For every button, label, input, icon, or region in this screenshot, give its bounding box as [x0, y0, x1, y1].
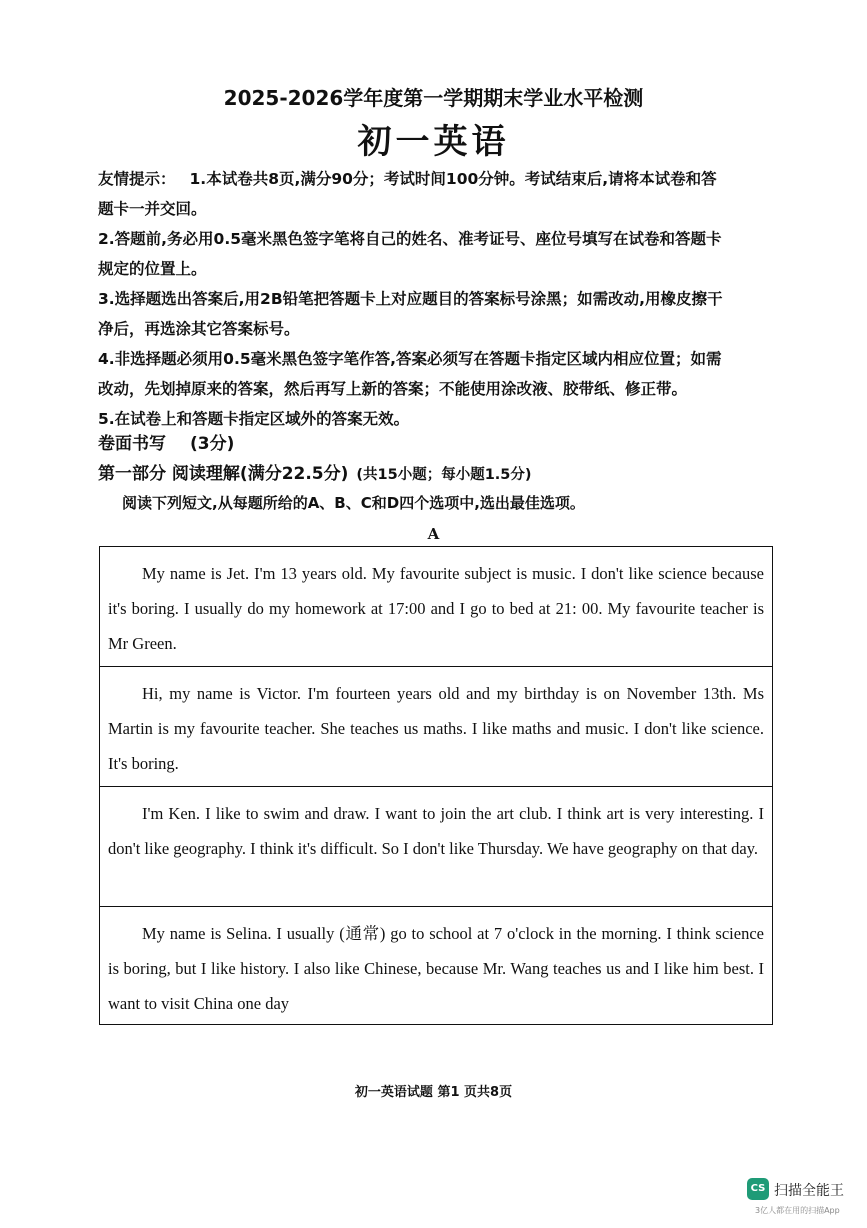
instruction-line-3: 2.答题前,务必用0.5毫米黑色签字笔将自己的姓名、准考证号、座位号填写在试卷和答题卡 [98, 230, 722, 248]
handwriting-label: 卷面书写 [98, 434, 166, 454]
passage-selina: My name is Selina. I usually (通常) go to school at 7 o'clock in the morning. I think science is boring, but I like history. I also like Chinese, because Mr. Wang teaches us and I like him best. I want to visit China one day [108, 924, 764, 1013]
part-one-note: (共15小题；每小题1.5分) [356, 467, 532, 483]
page-footer: 初一英语试题 第1 页共8页 [354, 1085, 513, 1100]
instructions-prefix: 友情提示： [98, 170, 176, 188]
part-one-heading [98, 459, 532, 484]
passage-letter: A [427, 525, 440, 543]
instruction-line-4: 规定的位置上。 [98, 260, 207, 278]
scanner-watermark [747, 1178, 851, 1218]
instruction-line-5: 3.选择题选出答案后,用2B铅笔把答题卡上对应题目的答案标号涂黑；如需改动,用橡皮擦干 [98, 290, 723, 308]
instruction-line-2: 题卡一并交回。 [98, 200, 207, 218]
passage-ken: I'm Ken. I like to swim and draw. I want to join the art club. I think art is very interesting. I don't like geography. I think it's difficult. So I don't like Thursday. We have geography on that day. [100, 787, 772, 907]
instruction-line-9: 5.在试卷上和答题卡指定区域外的答案无效。 [98, 410, 410, 428]
instruction-text: 1.本试卷共8页,满分90分；考试时间100分钟。考试结束后,请将本试卷和答 [189, 170, 717, 188]
part-one-label: 第一部分 阅读理解(满分22.5分) [98, 464, 349, 484]
passage-jet: My name is Jet. I'm 13 years old. My favourite subject is music. I don't like science because it's boring. I usually do my homework at 17:00 and I go to bed at 21: 00. My favourite teacher is Mr Green. [100, 547, 772, 667]
watermark-app-name: 扫描全能王 [774, 1183, 844, 1199]
exam-title: 2025-2026学年度第一学期期末学业水平检测 [223, 86, 644, 110]
instructions-block [98, 164, 783, 434]
camscanner-logo-icon: CS [747, 1178, 769, 1200]
instruction-line-8: 改动，先划掉原来的答案，然后再写上新的答案；不能使用涂改液、胶带纸、修正带。 [98, 380, 688, 398]
instruction-line-1 [98, 164, 783, 194]
handwriting-section [98, 429, 234, 454]
watermark-tagline: 3亿人都在用的扫描App [755, 1206, 840, 1215]
passage-victor: Hi, my name is Victor. I'm fourteen years old and my birthday is on November 13th. Ms Martin is my favourite teacher. She teaches us maths. I like maths and music. I don't like science. It's boring. [100, 667, 772, 787]
handwriting-score: (3分) [190, 434, 235, 454]
subject-title: 初一英语 [357, 122, 510, 162]
instruction-line-7: 4.非选择题必须用0.5毫米黑色签字笔作答,答案必须写在答题卡指定区域内相应位置；如需 [98, 350, 722, 368]
instruction-line-6: 净后，再选涂其它答案标号。 [98, 320, 300, 338]
passage-table [99, 546, 773, 1025]
reading-directions: 阅读下列短文,从每题所给的A、B、C和D四个选项中,选出最佳选项。 [122, 494, 585, 512]
